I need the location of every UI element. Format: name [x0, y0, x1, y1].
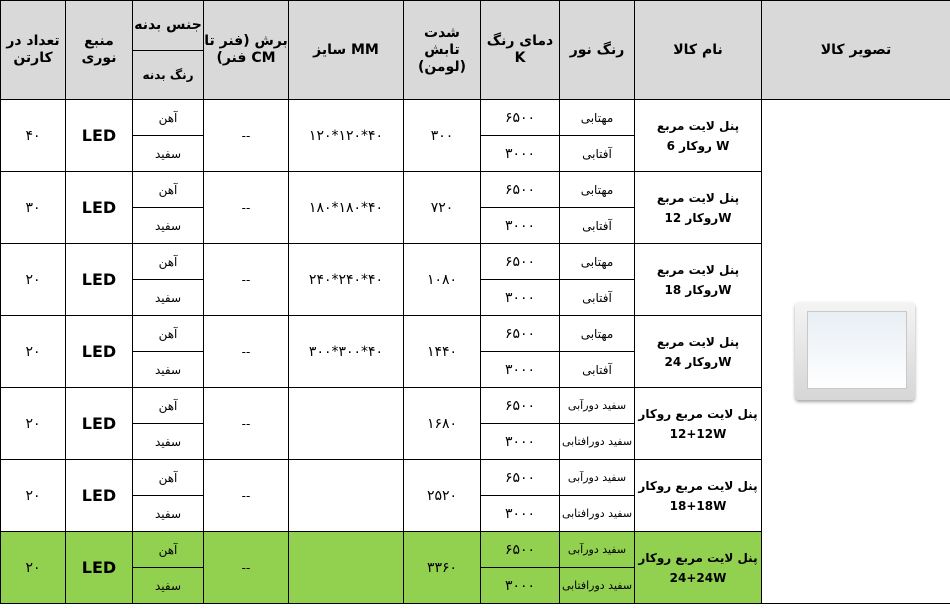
cut-cell: --: [204, 316, 289, 388]
square-panel-light-image: [793, 300, 919, 404]
product-name-cell: [635, 532, 762, 604]
light-color-cell: سفید دورافتابی: [560, 568, 635, 604]
material-cell: آهن: [133, 316, 204, 352]
lumen-cell: ۱۰۸۰: [404, 244, 481, 316]
temp-cell: ۶۵۰۰: [481, 100, 560, 136]
product-name-cell: [635, 172, 762, 244]
size-cell: ۱۸۰*۱۸۰*۴۰: [289, 172, 404, 244]
lumen-cell: ۳۰۰: [404, 100, 481, 172]
product-name-line2: روکار 18W: [664, 282, 732, 297]
source-cell: LED: [66, 100, 133, 172]
product-name-line1: پنل لایت مربع: [656, 118, 740, 133]
header-count: تعداد در کارتن: [1, 1, 66, 100]
source-cell: LED: [66, 460, 133, 532]
header-body-color: رنگ بدنه: [133, 51, 204, 100]
lumen-cell: ۲۵۲۰: [404, 460, 481, 532]
count-cell: ۲۰: [1, 316, 66, 388]
header-image: تصویر کالا: [762, 1, 950, 100]
light-color-cell: آفتابی: [560, 208, 635, 244]
product-name-line1: پنل لایت مربع: [656, 190, 740, 205]
header-light-color: رنگ نور: [560, 1, 635, 100]
temp-cell: ۶۵۰۰: [481, 532, 560, 568]
product-name-line1: پنل لایت مربع روکار: [638, 550, 758, 565]
light-color-cell: مهتابی: [560, 244, 635, 280]
cut-cell: --: [204, 532, 289, 604]
count-cell: ۳۰: [1, 172, 66, 244]
light-color-cell: سفید دورافتابی: [560, 496, 635, 532]
light-color-cell: آفتابی: [560, 352, 635, 388]
header-name: نام کالا: [635, 1, 762, 100]
cut-cell: --: [204, 460, 289, 532]
source-cell: LED: [66, 172, 133, 244]
temp-cell: ۳۰۰۰: [481, 208, 560, 244]
body-color-cell: سفید: [133, 208, 204, 244]
size-cell: [289, 460, 404, 532]
material-cell: آهن: [133, 244, 204, 280]
size-cell: ۲۴۰*۲۴۰*۴۰: [289, 244, 404, 316]
temp-cell: ۶۵۰۰: [481, 172, 560, 208]
light-color-cell: سفید دورآبی: [560, 460, 635, 496]
product-name-line2: 12+12W: [669, 426, 727, 441]
material-cell: آهن: [133, 532, 204, 568]
header-cut: برش (فنر تا فنر) CM: [204, 1, 289, 100]
source-cell: LED: [66, 244, 133, 316]
temp-cell: ۳۰۰۰: [481, 136, 560, 172]
temp-cell: ۳۰۰۰: [481, 424, 560, 460]
header-material: جنس بدنه: [133, 1, 204, 51]
size-cell: ۳۰۰*۳۰۰*۴۰: [289, 316, 404, 388]
product-name-cell: [635, 388, 762, 460]
product-name-line2: روکار 6 W: [666, 138, 730, 153]
count-cell: ۲۰: [1, 460, 66, 532]
product-name-cell: [635, 100, 762, 172]
product-name-line1: پنل لایت مربع: [656, 334, 740, 349]
source-cell: LED: [66, 316, 133, 388]
product-name-line1: پنل لایت مربع روکار: [638, 406, 758, 421]
material-cell: آهن: [133, 460, 204, 496]
temp-cell: ۶۵۰۰: [481, 316, 560, 352]
light-color-cell: سفید دورآبی: [560, 532, 635, 568]
product-name-line1: پنل لایت مربع روکار: [638, 478, 758, 493]
count-cell: ۲۰: [1, 388, 66, 460]
lumen-cell: ۳۳۶۰: [404, 532, 481, 604]
count-cell: ۴۰: [1, 100, 66, 172]
table-row: [1, 100, 950, 136]
size-cell: [289, 532, 404, 604]
lumen-cell: ۱۴۴۰: [404, 316, 481, 388]
body-color-cell: سفید: [133, 280, 204, 316]
product-image-cell: [762, 100, 950, 604]
material-cell: آهن: [133, 388, 204, 424]
product-name-cell: [635, 316, 762, 388]
light-color-cell: مهتابی: [560, 100, 635, 136]
count-cell: ۲۰: [1, 532, 66, 604]
header-source: منبع نوری: [66, 1, 133, 100]
light-color-cell: سفید دورآبی: [560, 388, 635, 424]
cut-cell: --: [204, 388, 289, 460]
light-color-cell: مهتابی: [560, 172, 635, 208]
lumen-cell: ۱۶۸۰: [404, 388, 481, 460]
product-name-line2: روکار 12W: [664, 210, 732, 225]
product-name-cell: [635, 460, 762, 532]
size-cell: [289, 388, 404, 460]
temp-cell: ۶۵۰۰: [481, 460, 560, 496]
light-color-cell: مهتابی: [560, 316, 635, 352]
temp-cell: ۳۰۰۰: [481, 568, 560, 604]
size-cell: ۱۲۰*۱۲۰*۴۰: [289, 100, 404, 172]
temp-cell: ۳۰۰۰: [481, 496, 560, 532]
header-temp: دمای رنگ K: [481, 1, 560, 100]
cut-cell: --: [204, 100, 289, 172]
source-cell: LED: [66, 388, 133, 460]
body-color-cell: سفید: [133, 136, 204, 172]
body-color-cell: سفید: [133, 496, 204, 532]
header-size: سایز MM: [289, 1, 404, 100]
material-cell: آهن: [133, 100, 204, 136]
product-name-line1: پنل لایت مربع: [656, 262, 740, 277]
light-color-cell: آفتابی: [560, 136, 635, 172]
body-color-cell: سفید: [133, 424, 204, 460]
material-cell: آهن: [133, 172, 204, 208]
source-cell: LED: [66, 532, 133, 604]
body-color-cell: سفید: [133, 352, 204, 388]
temp-cell: ۶۵۰۰: [481, 388, 560, 424]
cut-cell: --: [204, 244, 289, 316]
temp-cell: ۳۰۰۰: [481, 352, 560, 388]
body-color-cell: سفید: [133, 568, 204, 604]
product-name-line2: 18+18W: [669, 498, 727, 513]
lumen-cell: ۷۲۰: [404, 172, 481, 244]
temp-cell: ۳۰۰۰: [481, 280, 560, 316]
light-color-cell: سفید دورافتابی: [560, 424, 635, 460]
product-name-cell: [635, 244, 762, 316]
count-cell: ۲۰: [1, 244, 66, 316]
product-name-line2: روکار 24W: [664, 354, 732, 369]
light-color-cell: آفتابی: [560, 280, 635, 316]
product-name-line2: 24+24W: [669, 570, 727, 585]
temp-cell: ۶۵۰۰: [481, 244, 560, 280]
header-lumen: شدت تابش (لومن): [404, 1, 481, 100]
cut-cell: --: [204, 172, 289, 244]
